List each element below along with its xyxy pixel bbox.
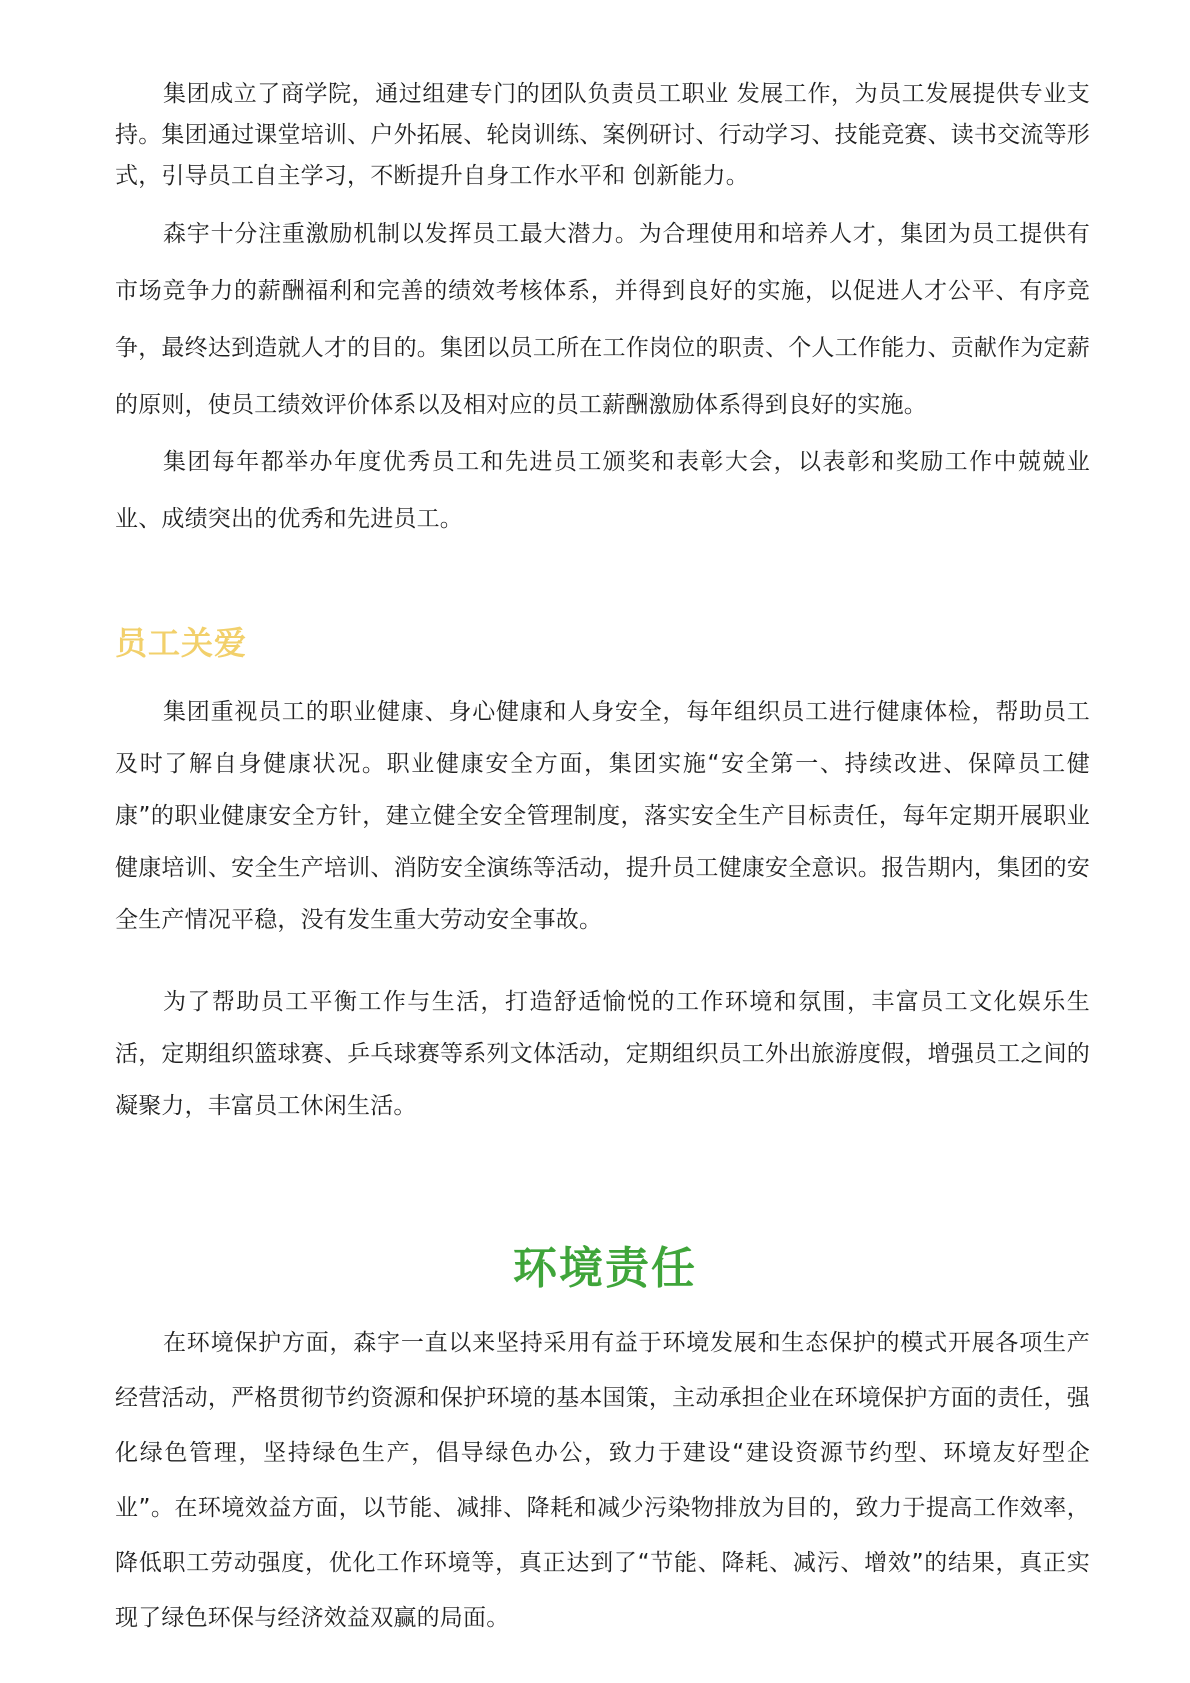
paragraph-annual-awards: 集团每年都举办年度优秀员工和先进员工颁奖和表彰大会，以表彰和奖励工作中兢兢业业、成绩突出的优秀和先进员工。 <box>115 449 1090 532</box>
environment-section-title: 环境责任 <box>513 1243 697 1294</box>
work-life-section <box>115 976 1090 1132</box>
incentive-section <box>115 206 1090 434</box>
paragraph-business-school: 集团成立了商学院，通过组建专门的团队负责员工职业 发展工作，为员工发展提供专业支持。集团通过课堂培训、户外拓展、轮岗训练、案例研讨、行动学习、技能竞赛、读书交流等形式，引导员工自主学习，不断提升自身工作水平和 创新能力。 <box>115 81 1090 189</box>
environment-section <box>115 1316 1090 1646</box>
paragraph-health-safety: 集团重视员工的职业健康、身心健康和人身安全，每年组织员工进行健康体检，帮助员工及时了解自身健康状况。职业健康安全方面，集团实施“安全第一、持续改进、保障员工健康”的职业健康安全方针，建立健全安全管理制度，落实安全生产目标责任，每年定期开展职业健康培训、安全生产培训、消防安全演练等活动，提升员工健康安全意识。报告期内，集团的安全生产情况平稳，没有发生重大劳动安全事故。 <box>115 699 1090 933</box>
employee-care-heading: 员工关爱 <box>115 624 248 662</box>
paragraph-incentive-mechanism: 森宇十分注重激励机制以发挥员工最大潜力。为合理使用和培养人才，集团为员工提供有市场竞争力的薪酬福利和完善的绩效考核体系，并得到良好的实施，以促进人才公平、有序竞争，最终达到造就人才的目的。集团以员工所在工作岗位的职责、个人工作能力、贡献作为定薪的原则，使员工绩效评价体系以及相对应的员工薪酬激励体系得到良好的实施。 <box>115 221 1090 418</box>
employee-care-section <box>115 686 1090 946</box>
award-section <box>115 434 1090 548</box>
paragraph-environmental-protection: 在环境保护方面，森宇一直以来坚持采用有益于环境发展和生态保护的模式开展各项生产经营活动，严格贯彻节约资源和保护环境的基本国策，主动承担企业在环境保护方面的责任，强化绿色管理，坚持绿色生产，倡导绿色办公，致力于建设“建设资源节约型、环境友好型企业”。在环境效益方面，以节能、减排、降耗和减少污染物排放为目的，致力于提高工作效率，降低职工劳动强度，优化工作环境等，真正达到了“节能、降耗、减污、增效”的结果，真正实现了绿色环保与经济效益双赢的局面。 <box>115 1330 1090 1631</box>
paragraph-work-life-balance: 为了帮助员工平衡工作与生活，打造舒适愉悦的工作环境和氛围，丰富员工文化娱乐生活，定期组织篮球赛、乒乓球赛等系列文体活动，定期组织员工外出旅游度假，增强员工之间的凝聚力，丰富员工休闲生活。 <box>115 989 1090 1119</box>
career-development-section <box>115 74 1090 197</box>
